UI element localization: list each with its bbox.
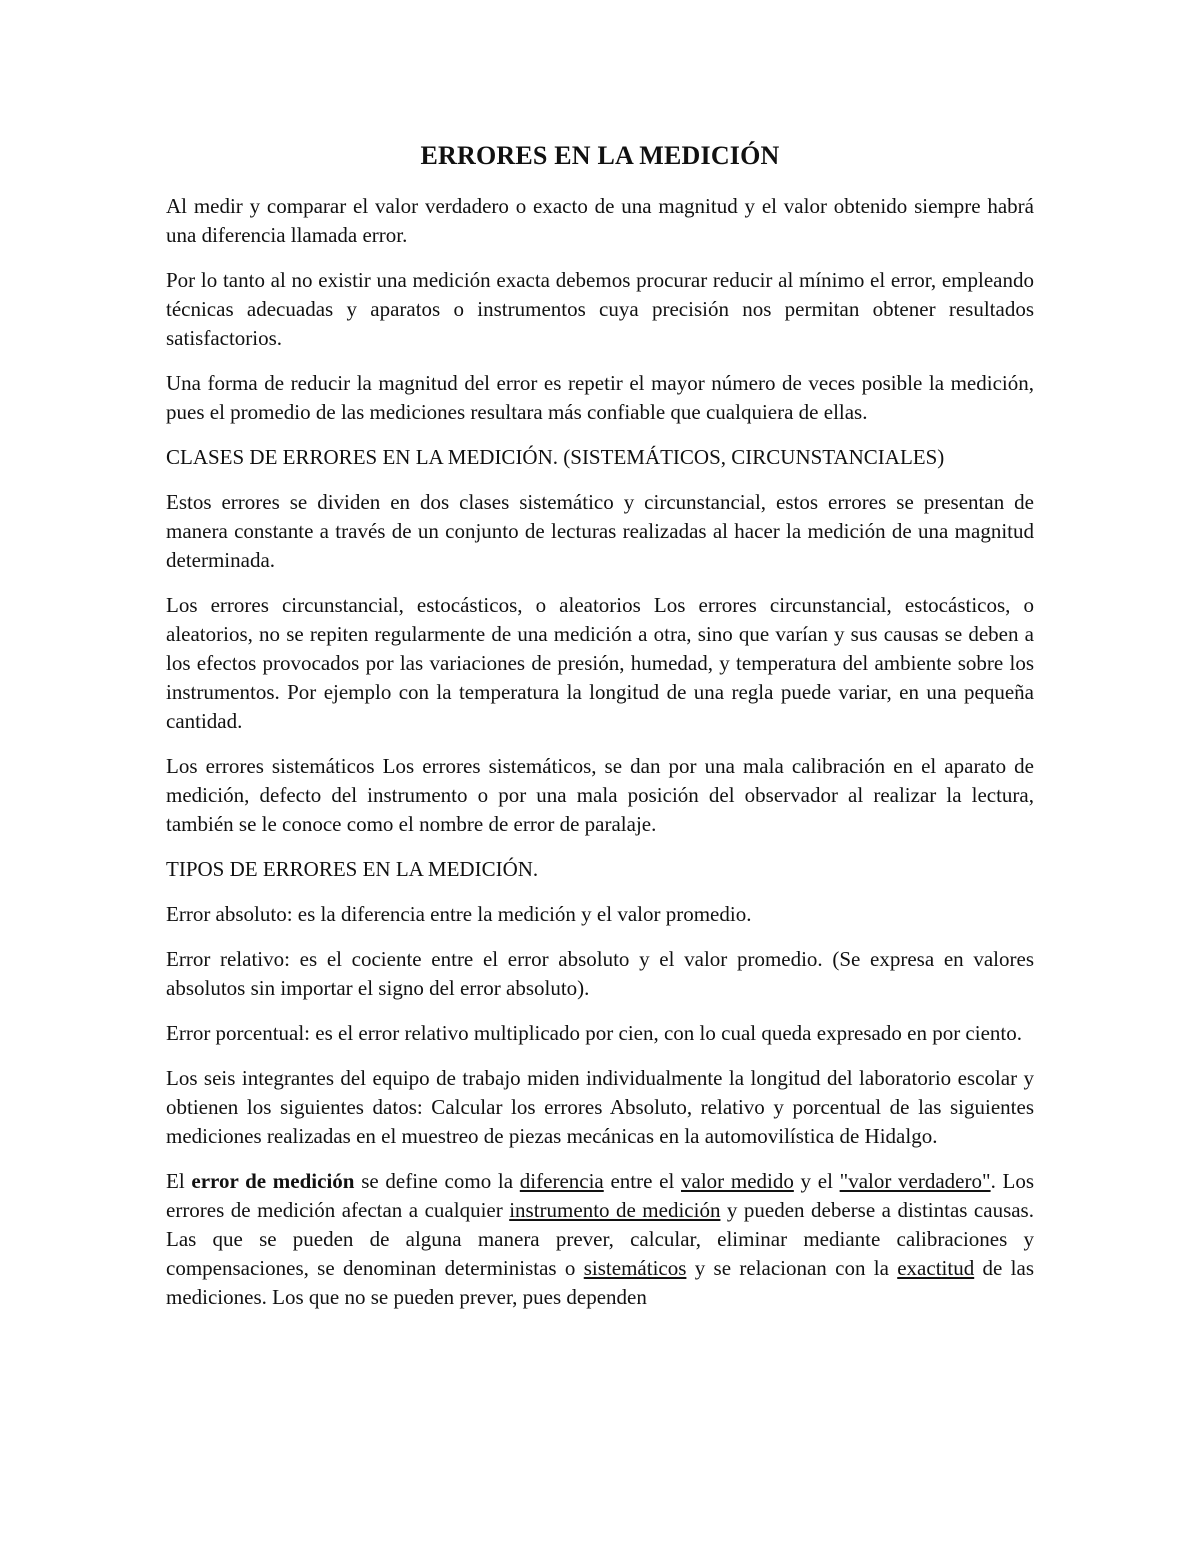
paragraph-relative-error: Error relativo: es el cociente entre el error absoluto y el valor promedio. (Se expresa en valores absolutos sin importar el signo del error absoluto). (166, 947, 1034, 1000)
paragraph-random-errors: Los errores circunstancial, estocásticos, o aleatorios Los errores circunstancial, estocásticos, o aleatorios, no se repiten regularmente de una medición a otra, sino que varían y sus causas se deben a los efectos provocados por las variaciones de presión, humedad, y temperatura del ambiente sobre los instrumentos. Por ejemplo con la temperatura la longitud de una regla puede variar, en una pequeña cantidad. (166, 593, 1034, 733)
heading-clases-errores: CLASES DE ERRORES EN LA MEDICIÓN. (SISTEMÁTICOS, CIRCUNSTANCIALES) (166, 445, 945, 469)
link-diferencia[interactable]: diferencia (519, 1169, 604, 1193)
link-valor-medido[interactable]: valor medido (681, 1169, 794, 1193)
paragraph-systematic-errors: Los errores sistemáticos Los errores sistemáticos, se dan por una mala calibración en el aparato de medición, defecto del instrumento o por una mala posición del observador al realizar la lectura, también se le conoce como el nombre de error de paralaje. (166, 754, 1034, 836)
text-segment: se define como la (354, 1169, 520, 1193)
link-instrumento-de-medicion[interactable]: instrumento de medición (509, 1198, 721, 1222)
paragraph-error-classes: Estos errores se dividen en dos clases sistemático y circunstancial, estos errores se presentan de manera constante a través de un conjunto de lecturas realizadas al hacer la medición de una magnitud determinada. (166, 490, 1034, 572)
text-segment: El (166, 1169, 192, 1193)
link-exactitud[interactable]: exactitud (897, 1256, 975, 1280)
paragraph-definition (166, 1167, 1034, 1312)
link-sistematicos[interactable]: sistemáticos (583, 1256, 687, 1280)
paragraph-intro: Al medir y comparar el valor verdadero o exacto de una magnitud y el valor obtenido siempre habrá una diferencia llamada error. (166, 194, 1034, 247)
link-valor-verdadero[interactable]: "valor verdadero" (839, 1169, 991, 1193)
heading-tipos-errores: TIPOS DE ERRORES EN LA MEDICIÓN. (166, 857, 539, 881)
text-segment: y pueden deberse a distintas causas. Las que se pueden de alguna manera prever, calcular, eliminar mediante calibraciones y compensaciones, se denominan deterministas o (166, 1198, 1034, 1280)
text-segment: de las mediciones. Los que no se pueden prever, pues dependen (166, 1256, 1034, 1309)
text-segment: entre el (603, 1169, 681, 1193)
text-segment: . Los errores de medición afectan a cualquier (166, 1169, 1035, 1222)
paragraph-repeat-measurement: Una forma de reducir la magnitud del error es repetir el mayor número de veces posible la medición, pues el promedio de las mediciones resultara más confiable que cualquiera de ellas. (166, 371, 1034, 424)
document-title: ERRORES EN LA MEDICIÓN (420, 141, 780, 170)
paragraph-absolute-error: Error absoluto: es la diferencia entre la medición y el valor promedio. (166, 902, 752, 926)
text-segment: y el (793, 1169, 840, 1193)
paragraph-reduce-error: Por lo tanto al no existir una medición exacta debemos procurar reducir al mínimo el error, empleando técnicas adecuadas y aparatos o instrumentos cuya precisión nos permitan obtener resultados satisfactorios. (166, 268, 1034, 350)
bold-term-error-medicion: error de medición (191, 1169, 355, 1193)
text-segment: y se relacionan con la (686, 1256, 898, 1280)
paragraph-percent-error: Error porcentual: es el error relativo multiplicado por cien, con lo cual queda expresado en por ciento. (166, 1021, 1022, 1045)
paragraph-exercise: Los seis integrantes del equipo de trabajo miden individualmente la longitud del laboratorio escolar y obtienen los siguientes datos: Calcular los errores Absoluto, relativo y porcentual de las siguientes mediciones realizadas en el muestreo de piezas mecánicas en la automovilística de Hidalgo. (166, 1066, 1034, 1148)
document-body (166, 138, 1034, 1328)
